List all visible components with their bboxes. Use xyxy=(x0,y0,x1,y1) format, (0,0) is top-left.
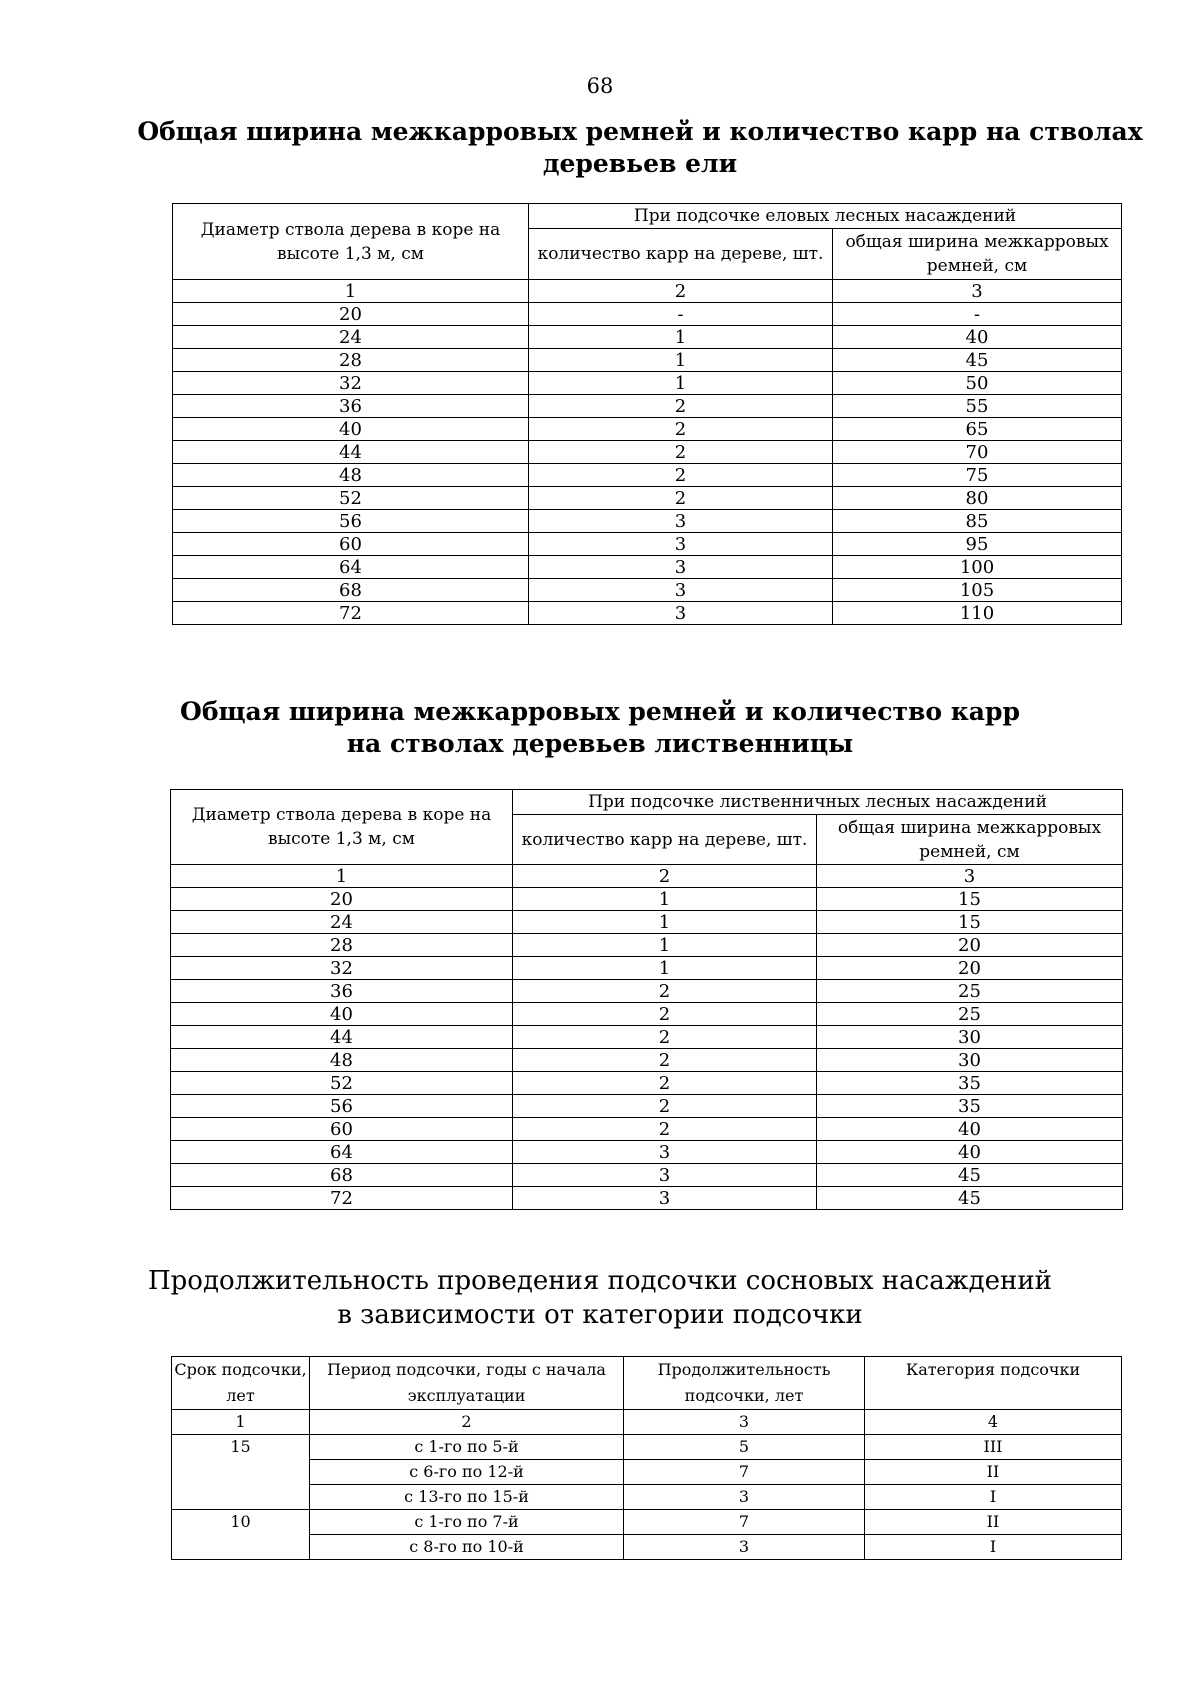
table-cell: 80 xyxy=(833,487,1122,510)
table-cell: 24 xyxy=(173,326,529,349)
table-cell: 95 xyxy=(833,533,1122,556)
table-cell: III xyxy=(865,1435,1122,1460)
table2-title-line: Общая ширина межкарровых ремней и количество карр xyxy=(180,697,1020,726)
table-cell: 40 xyxy=(833,326,1122,349)
table-row xyxy=(171,865,1123,888)
table-cell: с 1-го по 5-й xyxy=(310,1435,624,1460)
table-cell: - xyxy=(833,303,1122,326)
table-cell: 1 xyxy=(529,372,833,395)
table-cell: 15 xyxy=(817,888,1123,911)
table-cell: с 8-го по 10-й xyxy=(310,1535,624,1560)
table3-title-line: Продолжительность проведения подсочки сосновых насаждений xyxy=(147,1266,1052,1296)
table-cell: - xyxy=(529,303,833,326)
table-cell: 44 xyxy=(173,441,529,464)
table-cell: 1 xyxy=(529,349,833,372)
table2-col1-header: Диаметр ствола дерева в коре на высоте 1,3 м, см xyxy=(171,790,513,865)
table-cell: 1 xyxy=(513,957,817,980)
table-cell: 40 xyxy=(817,1118,1123,1141)
table-cell: 105 xyxy=(833,579,1122,602)
table-cell: I xyxy=(865,1535,1122,1560)
table3-header-category: Категория подсочки xyxy=(865,1357,1122,1410)
table-row xyxy=(171,980,1123,1003)
table-cell: 3 xyxy=(529,556,833,579)
table-cell: 72 xyxy=(171,1187,513,1210)
table-cell: 45 xyxy=(817,1187,1123,1210)
table-cell: 52 xyxy=(171,1072,513,1095)
table-cell: с 1-го по 7-й xyxy=(310,1510,624,1535)
table3-header-term: Срок подсочки, лет xyxy=(172,1357,310,1410)
table-row xyxy=(172,1435,1122,1460)
table-row xyxy=(171,1003,1123,1026)
table-cell: 1 xyxy=(513,934,817,957)
table-cell: 30 xyxy=(817,1049,1123,1072)
term-cell: 10 xyxy=(172,1510,310,1560)
table-cell: 28 xyxy=(173,349,529,372)
table-cell: 45 xyxy=(833,349,1122,372)
table1-title xyxy=(80,116,1200,180)
table-row xyxy=(171,911,1123,934)
table-cell: 75 xyxy=(833,464,1122,487)
table-cell: 56 xyxy=(171,1095,513,1118)
table-cell: 40 xyxy=(171,1003,513,1026)
table1-body xyxy=(173,280,1122,625)
table-row xyxy=(171,1187,1123,1210)
table-cell: 64 xyxy=(171,1141,513,1164)
table-cell: 25 xyxy=(817,980,1123,1003)
table-cell: 7 xyxy=(624,1510,865,1535)
table2-body xyxy=(171,865,1123,1210)
table-cell: 30 xyxy=(817,1026,1123,1049)
table-cell: 70 xyxy=(833,441,1122,464)
table-cell: 2 xyxy=(513,980,817,1003)
table-cell: 3 xyxy=(513,1187,817,1210)
table-cell: 85 xyxy=(833,510,1122,533)
table-cell: 1 xyxy=(529,326,833,349)
table-cell: 45 xyxy=(817,1164,1123,1187)
table-cell: 48 xyxy=(173,464,529,487)
table-cell: 68 xyxy=(173,579,529,602)
table1-col1-header: Диаметр ствола дерева в коре на высоте 1,3 м, см xyxy=(173,204,529,280)
table-cell: 2 xyxy=(513,1072,817,1095)
table-row xyxy=(173,533,1122,556)
table-row xyxy=(173,441,1122,464)
table2-title xyxy=(0,696,1200,760)
table-cell: 50 xyxy=(833,372,1122,395)
table-row xyxy=(173,303,1122,326)
table3-numbering-cell: 3 xyxy=(624,1410,865,1435)
table-row xyxy=(173,464,1122,487)
table-row xyxy=(171,1072,1123,1095)
table-row xyxy=(173,602,1122,625)
table-row xyxy=(171,888,1123,911)
table-cell: 5 xyxy=(624,1435,865,1460)
table2-col3-header: общая ширина межкарровых ремней, см xyxy=(817,815,1123,865)
table-cell: 3 xyxy=(529,533,833,556)
table-cell: 15 xyxy=(817,911,1123,934)
table-row xyxy=(173,418,1122,441)
table-row xyxy=(171,1141,1123,1164)
table-cell: 3 xyxy=(513,1164,817,1187)
table3-numbering-cell: 2 xyxy=(310,1410,624,1435)
table-cell: 48 xyxy=(171,1049,513,1072)
table1-group-header: При подсочке еловых лесных насаждений xyxy=(529,204,1122,229)
table-cell: 20 xyxy=(173,303,529,326)
table-cell: 36 xyxy=(173,395,529,418)
table-cell: 2 xyxy=(513,1118,817,1141)
table-cell: 3 xyxy=(817,865,1123,888)
table-cell: 110 xyxy=(833,602,1122,625)
table-row xyxy=(173,510,1122,533)
table-row xyxy=(172,1460,1122,1485)
table3-header-duration: Продолжительность подсочки, лет xyxy=(624,1357,865,1410)
table-row xyxy=(172,1535,1122,1560)
table-row xyxy=(173,349,1122,372)
table-cell: 68 xyxy=(171,1164,513,1187)
table-cell: 1 xyxy=(513,911,817,934)
table-cell: 7 xyxy=(624,1460,865,1485)
table-row xyxy=(172,1510,1122,1535)
table-cell: 2 xyxy=(513,1049,817,1072)
table-cell: 44 xyxy=(171,1026,513,1049)
table1-col2-header: количество карр на дереве, шт. xyxy=(529,229,833,280)
larch-table xyxy=(170,789,1123,1210)
table-cell: 1 xyxy=(173,280,529,303)
table-row xyxy=(171,934,1123,957)
table-cell: 2 xyxy=(529,418,833,441)
table-cell: 32 xyxy=(173,372,529,395)
table-cell: с 6-го по 12-й xyxy=(310,1460,624,1485)
table-row xyxy=(171,1026,1123,1049)
table-row xyxy=(173,395,1122,418)
table-row xyxy=(172,1485,1122,1510)
table-cell: 2 xyxy=(529,464,833,487)
table-row xyxy=(171,1049,1123,1072)
table-cell: 3 xyxy=(624,1535,865,1560)
spruce-table xyxy=(172,203,1122,625)
table-row xyxy=(171,1118,1123,1141)
table1-title-line: Общая ширина межкарровых ремней и количество карр на стволах xyxy=(137,117,1143,146)
table2-col2-header: количество карр на дереве, шт. xyxy=(513,815,817,865)
table-row xyxy=(171,1164,1123,1187)
table-cell: 64 xyxy=(173,556,529,579)
table-cell: II xyxy=(865,1510,1122,1535)
table-cell: 24 xyxy=(171,911,513,934)
table-cell: 20 xyxy=(817,934,1123,957)
table-cell: 3 xyxy=(833,280,1122,303)
table2-group-header: При подсочке лиственничных лесных насаждений xyxy=(513,790,1123,815)
table-cell: 55 xyxy=(833,395,1122,418)
table-cell: 2 xyxy=(513,1095,817,1118)
table-cell: 65 xyxy=(833,418,1122,441)
table-cell: 40 xyxy=(173,418,529,441)
table-cell: 2 xyxy=(529,395,833,418)
table-cell: I xyxy=(865,1485,1122,1510)
pine-duration-table xyxy=(171,1356,1122,1560)
table-cell: 100 xyxy=(833,556,1122,579)
table-cell: 20 xyxy=(817,957,1123,980)
table-cell: 3 xyxy=(624,1485,865,1510)
table-cell: II xyxy=(865,1460,1122,1485)
table-cell: 25 xyxy=(817,1003,1123,1026)
table3-numbering-cell: 1 xyxy=(172,1410,310,1435)
table-cell: 2 xyxy=(529,441,833,464)
table-cell: 3 xyxy=(513,1141,817,1164)
table-cell: 52 xyxy=(173,487,529,510)
table1-col3-header: общая ширина межкарровых ремней, см xyxy=(833,229,1122,280)
table-cell: 2 xyxy=(529,487,833,510)
table-cell: 36 xyxy=(171,980,513,1003)
table-cell: 72 xyxy=(173,602,529,625)
table3-header-period: Период подсочки, годы с начала эксплуатации xyxy=(310,1357,624,1410)
table-row xyxy=(173,579,1122,602)
table-cell: 1 xyxy=(513,888,817,911)
table-cell: 3 xyxy=(529,510,833,533)
table-row xyxy=(171,957,1123,980)
table-cell: 56 xyxy=(173,510,529,533)
table-row xyxy=(173,487,1122,510)
table-cell: 2 xyxy=(513,1026,817,1049)
table-cell: с 13-го по 15-й xyxy=(310,1485,624,1510)
table-cell: 1 xyxy=(171,865,513,888)
table3-body xyxy=(172,1435,1122,1560)
table-cell: 32 xyxy=(171,957,513,980)
table-cell: 2 xyxy=(513,865,817,888)
table-row xyxy=(173,326,1122,349)
table-cell: 3 xyxy=(529,602,833,625)
page-number: 68 xyxy=(586,74,614,98)
term-cell: 15 xyxy=(172,1435,310,1510)
table2-title-line: на стволах деревьев лиственницы xyxy=(346,729,854,758)
table-cell: 2 xyxy=(513,1003,817,1026)
table-cell: 35 xyxy=(817,1072,1123,1095)
table-row xyxy=(173,556,1122,579)
table1-title-line: деревьев ели xyxy=(542,149,738,178)
table3-title xyxy=(0,1264,1200,1332)
table-cell: 60 xyxy=(171,1118,513,1141)
table-cell: 35 xyxy=(817,1095,1123,1118)
table-cell: 60 xyxy=(173,533,529,556)
table-row xyxy=(173,280,1122,303)
table3-numbering-cell: 4 xyxy=(865,1410,1122,1435)
table3-title-line: в зависимости от категории подсочки xyxy=(337,1300,863,1330)
table-cell: 3 xyxy=(529,579,833,602)
table-cell: 40 xyxy=(817,1141,1123,1164)
table-cell: 20 xyxy=(171,888,513,911)
table-cell: 2 xyxy=(529,280,833,303)
table-row xyxy=(173,372,1122,395)
table-cell: 28 xyxy=(171,934,513,957)
table-row xyxy=(171,1095,1123,1118)
